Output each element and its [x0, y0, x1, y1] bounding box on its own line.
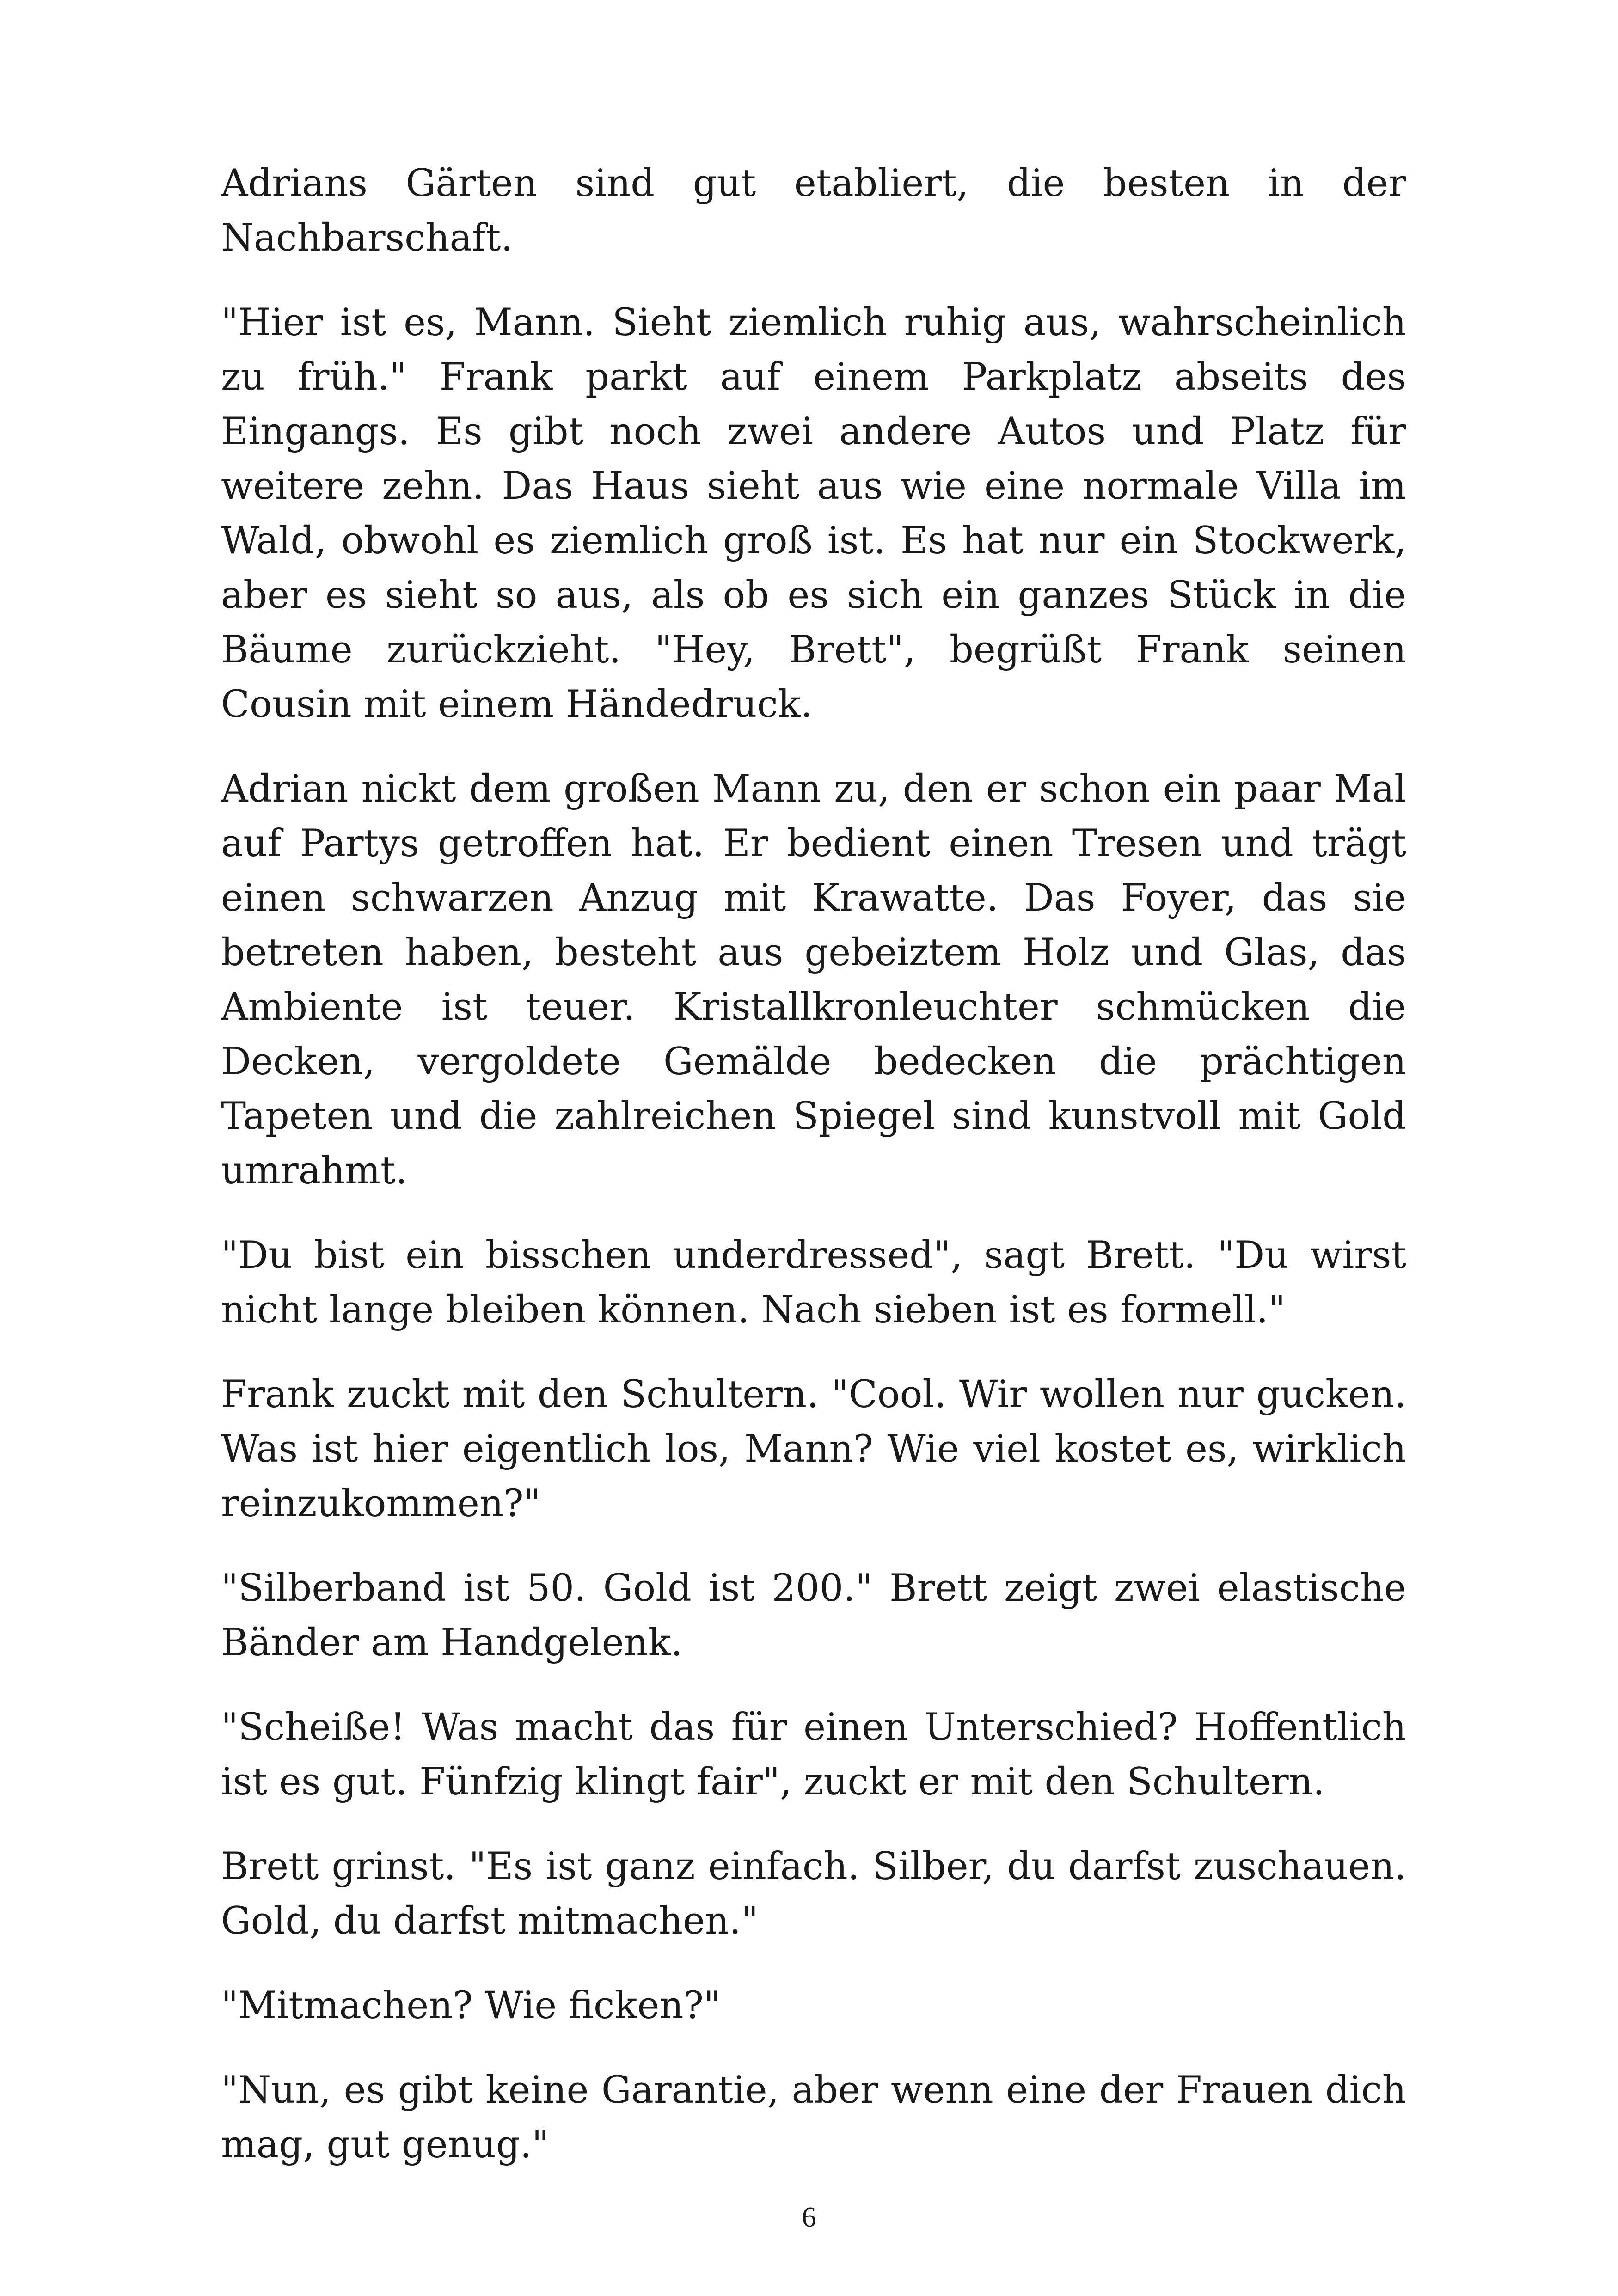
body-text	[221, 156, 1406, 2202]
paragraph: Adrian nickt dem großen Mann zu, den er schon ein paar Mal auf Partys getroffen hat. Er bedient einen Tresen und trägt einen schwarzen Anzug mit Krawatte. Das Foyer, das sie betreten haben, besteht aus gebeiztem Holz und Glas, das Ambiente ist teuer. Kristallkronleuchter schmücken die Decken, vergoldete Gemälde bedecken die prächtigen Tapeten und die zahlreichen Spiegel sind kunstvoll mit Gold umrahmt.	[221, 767, 1406, 1193]
paragraph: Frank zuckt mit den Schultern. "Cool. Wir wollen nur gucken. Was ist hier eigentlich los, Mann? Wie viel kostet es, wirklich reinzukommen?"	[221, 1373, 1406, 1525]
paragraph: "Silberband ist 50. Gold ist 200." Brett zeigt zwei elastische Bänder am Handgelenk.	[221, 1567, 1406, 1665]
paragraph: "Mitmachen? Wie ficken?"	[221, 1984, 721, 2027]
paragraph: Adrians Gärten sind gut etabliert, die besten in der Nachbarschaft.	[221, 162, 1406, 260]
page-number: 6	[802, 2202, 816, 2233]
paragraph: "Nun, es gibt keine Garantie, aber wenn eine der Frauen dich mag, gut genug."	[221, 2069, 1406, 2167]
paragraph: "Hier ist es, Mann. Sieht ziemlich ruhig aus, wahrscheinlich zu früh." Frank parkt auf einem Parkplatz abseits des Eingangs. Es gibt noch zwei andere Autos und Platz für weitere zehn. Das Haus sieht aus wie eine normale Villa im Wald, obwohl es ziemlich groß ist. Es hat nur ein Stockwerk, aber es sieht so aus, als ob es sich ein ganzes Stück in die Bäume zurückzieht. "Hey, Brett", begrüßt Frank seinen Cousin mit einem Händedruck.	[221, 301, 1406, 726]
paragraph: Brett grinst. "Es ist ganz einfach. Silber, du darfst zuschauen. Gold, du darfst mitmachen."	[221, 1845, 1406, 1943]
paragraph: "Du bist ein bisschen underdressed", sagt Brett. "Du wirst nicht lange bleiben können. Nach sieben ist es formell."	[221, 1234, 1406, 1332]
paragraph: "Scheiße! Was macht das für einen Unterschied? Hoffentlich ist es gut. Fünfzig klingt fair", zuckt er mit den Schultern.	[221, 1706, 1406, 1804]
